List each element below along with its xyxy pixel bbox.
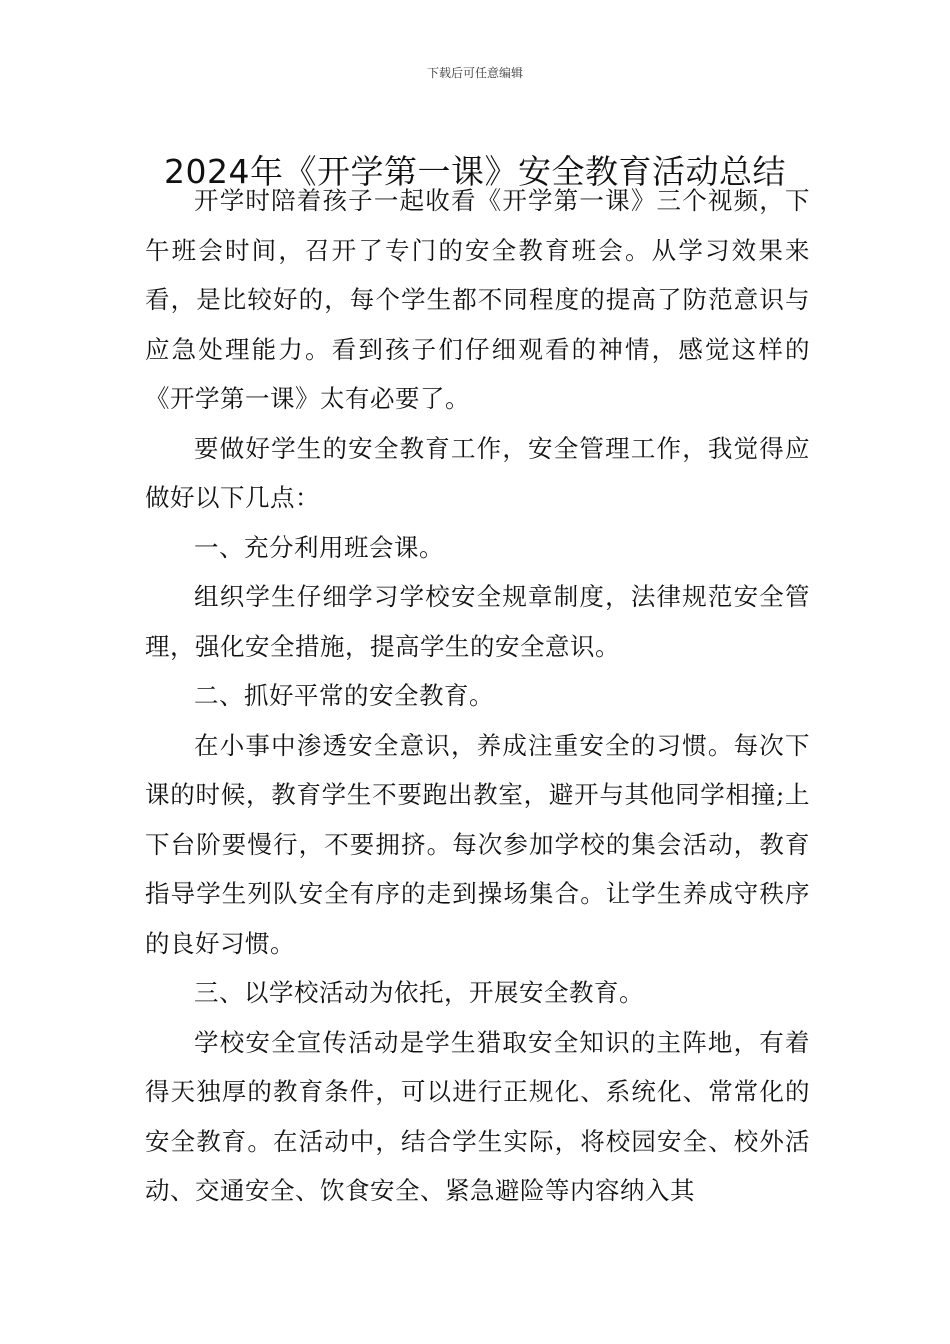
document-body (145, 176, 810, 1216)
paragraph-intro: 开学时陪着孩子一起收看《开学第一课》三个视频，下午班会时间，召开了专门的安全教育班会。从学习效果来看，是比较好的，每个学生都不同程度的提高了防范意识与应急处理能力。看到孩子们仔细观看的神情，感觉这样的《开学第一课》太有必要了。 (145, 186, 810, 413)
section-heading-3: 三、以学校活动为依托，开展安全教育。 (194, 978, 644, 1007)
section-heading-2: 二、抓好平常的安全教育。 (194, 681, 494, 710)
paragraph-section-2: 在小事中渗透安全意识，养成注重安全的习惯。每次下课的时候，教育学生不要跑出教室，避开与其他同学相撞;上下台阶要慢行，不要拥挤。每次参加学校的集会活动，教育指导学生列队安全有序的走到操场集合。让学生养成守秩序的良好习惯。 (145, 730, 810, 958)
section-heading-1: 一、充分利用班会课。 (194, 532, 444, 562)
document-title: 2024年《开学第一课》安全教育活动总结 (164, 152, 786, 192)
paragraph-section-1: 组织学生仔细学习学校安全规章制度，法律规范安全管理，强化安全措施，提高学生的安全意识。 (145, 582, 810, 661)
header-note: 下载后可任意编辑 (426, 66, 523, 80)
paragraph-section-3: 学校安全宣传活动是学生猎取安全知识的主阵地，有着得天独厚的教育条件，可以进行正规化、系统化、常常化的安全教育。在活动中，结合学生实际，将校园安全、校外活动、交通安全、饮食安全、紧急避险等内容纳入其 (145, 1027, 810, 1205)
paragraph-overview: 要做好学生的安全教育工作，安全管理工作，我觉得应做好以下几点： (145, 433, 810, 512)
